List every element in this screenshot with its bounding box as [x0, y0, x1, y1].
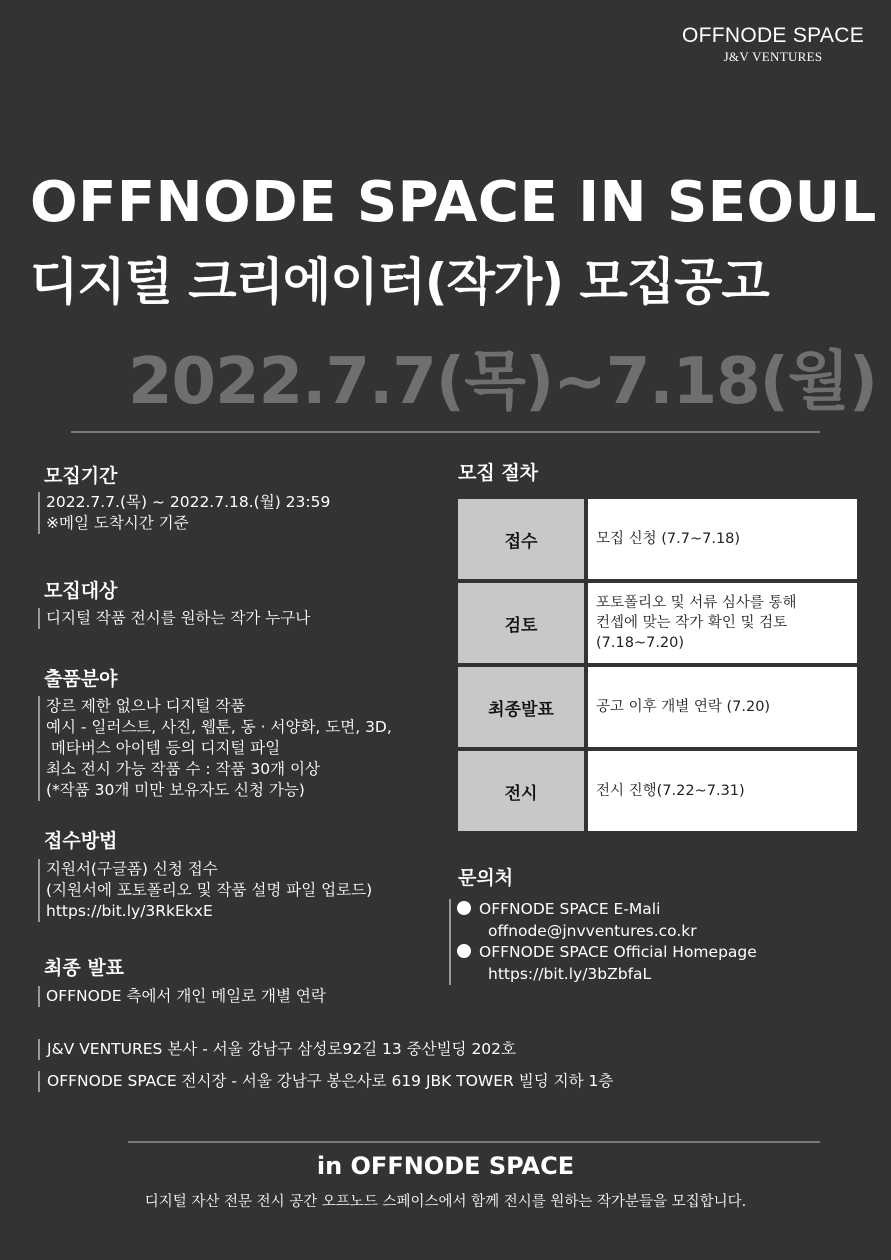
- procedure-label: 검토: [458, 583, 584, 663]
- page-subtitle: 디지털 크리에이터(작가) 모집공고: [30, 253, 769, 311]
- final-body: [38, 986, 326, 1007]
- contact-item: [457, 942, 757, 964]
- apply-heading: 접수방법: [44, 830, 118, 852]
- contact-label: OFFNODE SPACE E-Mali: [479, 900, 661, 918]
- brand-logo: [682, 24, 864, 65]
- procedure-label: 전시: [458, 751, 584, 831]
- contact-list: [449, 899, 757, 985]
- address-gallery: OFFNODE SPACE 전시장 - 서울 강남구 봉은사로 619 JBK TOWER 빌딩 지하 1층: [38, 1071, 613, 1092]
- procedure-heading: 모집 절차: [458, 462, 539, 484]
- apply-line: 지원서(구글폼) 신청 접수: [46, 860, 218, 878]
- divider-top: [71, 431, 820, 433]
- procedure-desc: 포토폴리오 및 서류 심사를 통해 컨셉에 맞는 작가 확인 및 검토 (7.18~7.20): [588, 583, 857, 663]
- procedure-label: 최종발표: [458, 667, 584, 747]
- procedure-desc: 공고 이후 개별 연락 (7.20): [588, 667, 857, 747]
- procedure-row: [458, 583, 857, 663]
- bullet-icon: [457, 901, 471, 915]
- final-heading: 최종 발표: [44, 957, 125, 979]
- divider-bottom: [128, 1141, 820, 1143]
- brand-sub: J&V VENTURES: [723, 49, 823, 64]
- field-line: 최소 전시 가능 작품 수 : 작품 30개 이상: [46, 760, 320, 778]
- field-line: 예시 - 일러스트, 사진, 웹툰, 동 · 서양화, 도면, 3D,: [46, 718, 392, 736]
- target-body: [38, 608, 310, 629]
- contact-item: [457, 899, 757, 921]
- procedure-desc: 모집 신청 (7.7~7.18): [588, 499, 857, 579]
- period-body: [38, 492, 330, 534]
- apply-link[interactable]: https://bit.ly/3RkEkxE: [46, 902, 213, 920]
- address-hq: J&V VENTURES 본사 - 서울 강남구 삼성로92길 13 중산빌딩 202호: [38, 1039, 516, 1060]
- apply-line: (지원서에 포토폴리오 및 작품 설명 파일 업로드): [46, 881, 373, 899]
- field-heading: 출품분야: [44, 668, 118, 690]
- procedure-label: 접수: [458, 499, 584, 579]
- footer-title: in OFFNODE SPACE: [316, 1152, 575, 1180]
- brand-name: OFFNODE SPACE: [681, 24, 864, 47]
- contact-heading: 문의처: [458, 867, 514, 889]
- procedure-desc: 전시 진행(7.22~7.31): [588, 751, 857, 831]
- field-body: [38, 696, 392, 801]
- final-line: OFFNODE 측에서 개인 메일로 개별 연락: [46, 987, 326, 1005]
- contact-homepage[interactable]: https://bit.ly/3bZbfaL: [488, 964, 652, 983]
- footer-text: 디지털 자산 전문 전시 공간 오프노드 스페이스에서 함께 전시를 원하는 작가분들을 모집합니다.: [144, 1194, 747, 1210]
- period-heading: 모집기간: [44, 465, 118, 487]
- recruit-dates: 2022.7.7(목)~7.18(월): [128, 345, 877, 419]
- field-line: 장르 제한 없으나 디지털 작품: [46, 697, 246, 715]
- period-line: 2022.7.7.(목) ~ 2022.7.18.(월) 23:59: [46, 493, 331, 511]
- apply-body: [38, 859, 372, 922]
- period-line: ※메일 도착시간 기준: [46, 514, 189, 532]
- procedure-row: [458, 751, 857, 831]
- bullet-icon: [457, 944, 471, 958]
- procedure-row: [458, 667, 857, 747]
- target-heading: 모집대상: [44, 580, 118, 602]
- field-line: 메타버스 아이템 등의 디지털 파일: [46, 739, 281, 757]
- target-line: 디지털 작품 전시를 원하는 작가 누구나: [46, 609, 311, 627]
- contact-label: OFFNODE SPACE Official Homepage: [479, 943, 757, 961]
- page-title: OFFNODE SPACE IN SEOUL: [30, 170, 877, 235]
- procedure-row: [458, 499, 857, 579]
- contact-email[interactable]: offnode@jnvventures.co.kr: [488, 921, 697, 940]
- field-line: (*작품 30개 미만 보유자도 신청 가능): [46, 781, 305, 799]
- procedure-table: [458, 499, 857, 835]
